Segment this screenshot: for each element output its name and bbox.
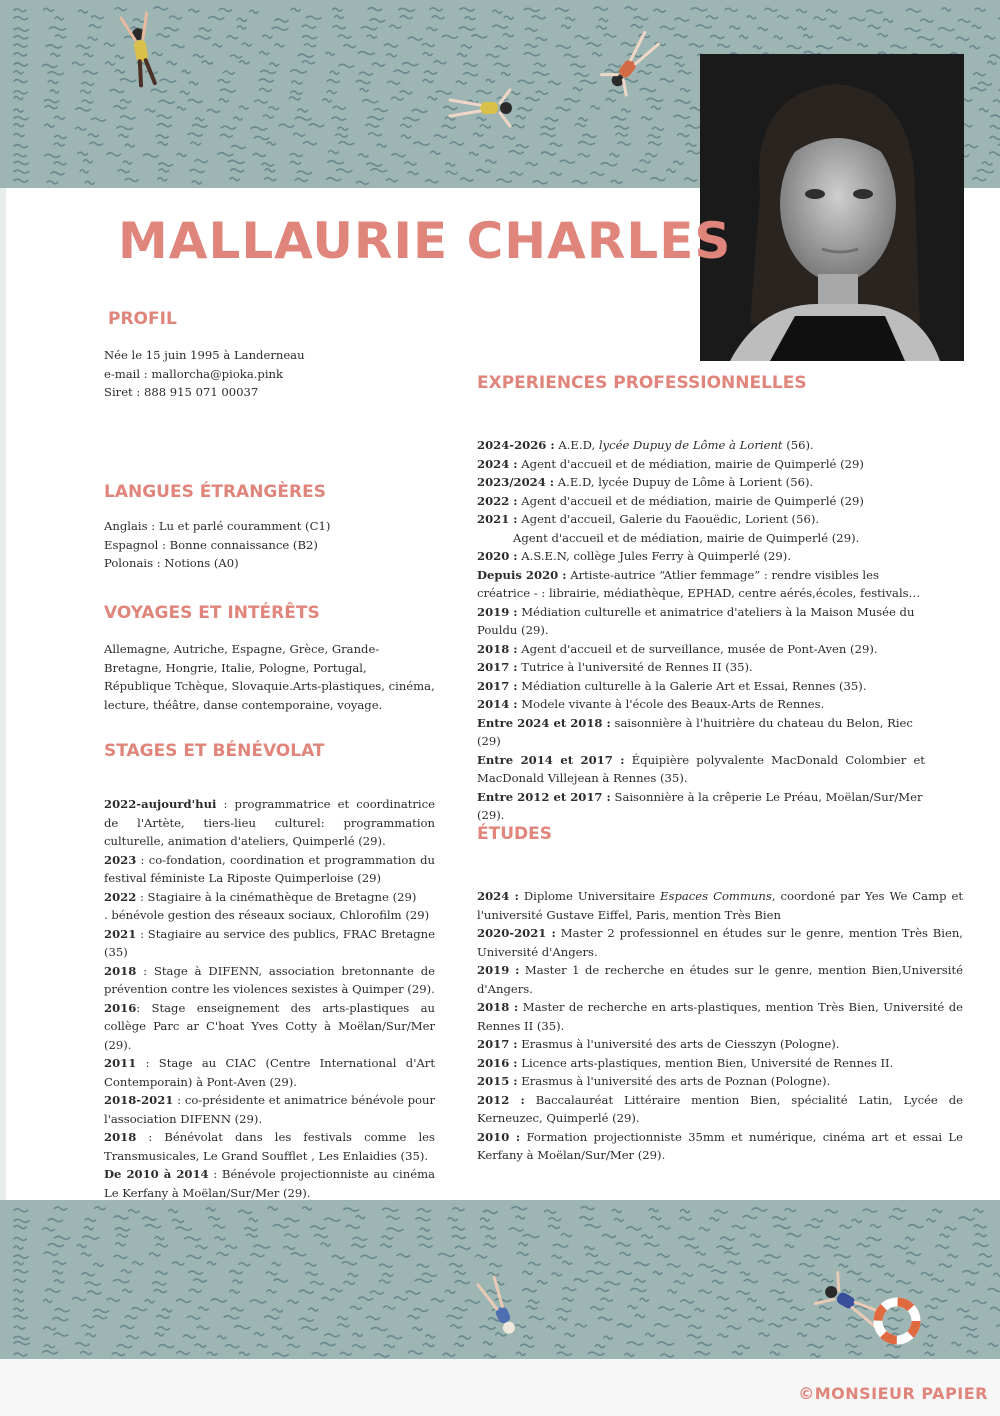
experience-item-text: Tutrice à l'université de Rennes II (35). bbox=[517, 660, 753, 674]
experience-item-label: 2017 : bbox=[477, 660, 518, 674]
profil-siret: Siret : 888 915 071 00037 bbox=[104, 385, 259, 399]
etudes-list bbox=[477, 887, 963, 1165]
stage-item-text: : Stage à DIFENN, association bretonnante de prévention contre les violences sexistes à Quimper (29). bbox=[104, 963, 435, 996]
experience-item-text: Modele vivante à l'école des Beaux-Arts de Rennes. bbox=[517, 697, 825, 711]
portrait-photo bbox=[700, 54, 964, 361]
experience-item bbox=[477, 510, 925, 529]
experience-item-text: A.S.E.N, collège Jules Ferry à Quimperlé (29). bbox=[517, 549, 791, 563]
swimmer-figure bbox=[602, 29, 665, 96]
section-heading-profil: PROFIL bbox=[108, 309, 177, 329]
stage-item-text: : Stage enseignement des arts-plastiques au collège Parc ar C'hoat Yves Cotty à Moëlan/Sur/Mer (29). bbox=[104, 1000, 435, 1052]
experience-item-label: 2020 : bbox=[477, 549, 518, 563]
experience-item bbox=[477, 492, 925, 511]
etude-item-text-end: , coordoné par Yes We Camp et l'université Gustave Eiffel, Paris, mention Très Bien bbox=[477, 889, 963, 922]
stage-item bbox=[104, 1165, 435, 1202]
experience-item-text: Agent d'accueil et de médiation, mairie de Quimperlé (29) bbox=[517, 493, 864, 508]
stage-item-text: : Stagiaire au service des publics, FRAC Bretagne (35) bbox=[104, 926, 435, 959]
stage-item bbox=[104, 1054, 435, 1091]
experience-item bbox=[477, 436, 925, 455]
stage-item-text: : co-fondation, coordination et programmation du festival féministe La Riposte Quimperloise (29) bbox=[104, 852, 435, 885]
experience-item-label: Depuis 2020 : bbox=[477, 567, 567, 582]
experience-item bbox=[477, 677, 925, 696]
experience-item-label: Entre 2024 et 2018 : bbox=[477, 715, 611, 730]
stage-item bbox=[104, 851, 435, 888]
section-heading-langues: LANGUES ÉTRANGÈRES bbox=[104, 482, 326, 502]
experience-item-text: saisonnière à l'huitrière du chateau du Belon, Riec (29) bbox=[477, 715, 913, 748]
stage-item-label: 2021 bbox=[104, 926, 137, 941]
stage-item-text: : Stagiaire à la cinémathèque de Bretagne (29) bbox=[136, 889, 417, 904]
stage-item bbox=[104, 1128, 435, 1165]
etude-item-label: 2024 : bbox=[477, 889, 519, 903]
experience-item-label: Entre 2014 et 2017 : bbox=[477, 752, 625, 767]
experience-item-text: Saisonnière à la crêperie Le Préau, Moëlan/Sur/Mer (29). bbox=[477, 789, 923, 822]
profil-block bbox=[104, 346, 444, 402]
etude-item-text: Master 2 professionnel en études sur le genre, mention Très Bien, Université d'Angers. bbox=[477, 926, 963, 959]
bottom-water-banner bbox=[0, 1200, 1000, 1359]
etude-item bbox=[477, 1091, 963, 1128]
experience-item bbox=[477, 566, 925, 603]
experience-item-label: 2017 : bbox=[477, 678, 518, 693]
etude-item-text: Licence arts-plastiques, mention Bien, Université de Rennes II. bbox=[517, 1055, 894, 1070]
experience-item-italic: lycée Dupuy de Lôme à Lorient bbox=[598, 438, 783, 452]
portrait-illustration bbox=[700, 54, 964, 361]
stage-item-text: : Bénévolat dans les festivals comme les Transmusicales, Le Grand Soufflet , Les Enlaidies (35). bbox=[104, 1130, 435, 1163]
etude-item-text: Erasmus à l'université des arts de Poznan (Pologne). bbox=[517, 1074, 831, 1088]
experience-item bbox=[477, 547, 925, 566]
etude-item-label: 2020-2021 : bbox=[477, 926, 556, 940]
voyages-text bbox=[104, 640, 436, 714]
etude-item-text: Formation projectionniste 35mm et numérique, cinéma art et essai Le Kerfany à Moëlan/Sur/Mer (29). bbox=[477, 1129, 963, 1162]
experience-item-text: Agent d'accueil et de médiation, mairie de Quimperlé (29) bbox=[517, 456, 864, 471]
etude-item-text: Master 1 de recherche en études sur le genre, mention Bien,Université d'Angers. bbox=[477, 963, 963, 996]
experience-item bbox=[477, 473, 925, 492]
etude-item bbox=[477, 1072, 963, 1091]
experience-item-label: Entre 2012 et 2017 : bbox=[477, 789, 611, 804]
etude-item-label: 2018 : bbox=[477, 1000, 519, 1014]
experience-item-text: Équipière polyvalente MacDonald Colombier et MacDonald Villejean à Rennes (35). bbox=[477, 752, 925, 785]
etude-item bbox=[477, 961, 963, 998]
stage-item-label: 2022-aujourd'hui bbox=[104, 797, 217, 811]
etude-item bbox=[477, 1035, 963, 1054]
experience-item-text: A.E.D, lycée Dupuy de Lôme à Lorient (56). bbox=[554, 475, 814, 489]
experience-item bbox=[477, 603, 925, 640]
experience-item-label: 2021 : bbox=[477, 512, 518, 526]
langue-item: Anglais : Lu et parlé couramment (C1) bbox=[104, 519, 331, 533]
page-edge bbox=[0, 188, 6, 1200]
section-heading-etudes: ÉTUDES bbox=[477, 824, 552, 844]
experience-item-text: Agent d'accueil, Galerie du Faouëdic, Lorient (56). bbox=[517, 512, 820, 526]
candidate-name: MALLAURIE CHARLES bbox=[118, 212, 732, 270]
experience-item-label: 2023/2024 : bbox=[477, 475, 555, 489]
water-swimmers-illustration bbox=[0, 1200, 1000, 1359]
etude-item-label: 2016 : bbox=[477, 1055, 518, 1070]
etude-item-label: 2010 : bbox=[477, 1129, 521, 1144]
profil-birth: Née le 15 juin 1995 à Landerneau bbox=[104, 348, 305, 362]
experiences-list bbox=[477, 436, 925, 825]
langue-item: Polonais : Notions (A0) bbox=[104, 556, 239, 570]
experience-item-text: A.E.D, bbox=[554, 438, 599, 452]
etude-item bbox=[477, 1054, 963, 1073]
etude-item-text: Diplome Universitaire bbox=[518, 889, 661, 903]
experience-item-label: 2024 : bbox=[477, 456, 518, 471]
experience-item-label: 2022 : bbox=[477, 493, 518, 508]
section-heading-experiences: EXPERIENCES PROFESSIONNELLES bbox=[477, 373, 807, 393]
stage-item-label: 2016 bbox=[104, 1000, 137, 1015]
stage-item-label: 2023 bbox=[104, 852, 137, 867]
stage-item bbox=[104, 795, 435, 851]
swimmer-figure bbox=[478, 1277, 519, 1337]
stage-item-label: 2011 bbox=[104, 1056, 137, 1070]
experience-item-label: 2024-2026 : bbox=[477, 438, 555, 452]
stages-list bbox=[104, 795, 435, 1202]
stage-item bbox=[104, 962, 435, 999]
experience-item bbox=[477, 529, 925, 548]
experience-item-label: 2014 : bbox=[477, 697, 518, 711]
experience-item bbox=[477, 658, 925, 677]
stage-item-text: : Bénévole projectionniste au cinéma Le Kerfany à Moëlan/Sur/Mer (29). bbox=[104, 1167, 435, 1200]
experience-item bbox=[477, 751, 925, 788]
etude-item-text: Baccalauréat Littéraire mention Bien, spécialité Latin, Lycée de Kerneuzec, Quimperlé (29). bbox=[477, 1092, 963, 1125]
langue-item: Espagnol : Bonne connaissance (B2) bbox=[104, 537, 318, 552]
etude-item-label: 2019 : bbox=[477, 963, 520, 977]
stage-item bbox=[104, 888, 435, 907]
experience-item-text: Médiation culturelle à la Galerie Art et Essai, Rennes (35). bbox=[517, 678, 867, 693]
stage-item bbox=[104, 906, 435, 925]
etude-item bbox=[477, 998, 963, 1035]
experience-item bbox=[477, 695, 925, 714]
experience-item-text: Médiation culturelle et animatrice d'ateliers à la Maison Musée du Pouldu (29). bbox=[477, 604, 915, 637]
stage-item-label: 2018-2021 bbox=[104, 1093, 174, 1107]
experience-item-label: 2018 : bbox=[477, 641, 518, 656]
stage-item-text: . bénévole gestion des réseaux sociaux, Chlorofilm (29) bbox=[104, 908, 430, 922]
experience-item bbox=[477, 788, 925, 825]
stage-item-label: De 2010 à 2014 bbox=[104, 1167, 209, 1181]
stage-item-label: 2022 bbox=[104, 889, 137, 904]
etude-item-italic: Espaces Communs bbox=[660, 889, 772, 903]
etude-item bbox=[477, 1128, 963, 1165]
etude-item bbox=[477, 924, 963, 961]
etude-item-text: Master de recherche en arts-plastiques, mention Très Bien, Université de Rennes II (35). bbox=[477, 1000, 963, 1033]
etude-item-label: 2015 : bbox=[477, 1074, 518, 1088]
etude-item-label: 2012 : bbox=[477, 1092, 525, 1107]
credit-text: ©MONSIEUR PAPIER bbox=[798, 1384, 988, 1403]
experience-item-text: Agent d'accueil et de médiation, mairie de Quimperlé (29). bbox=[513, 530, 860, 545]
experience-item-text: Artiste-autrice “Atlier femmage” : rendre visibles les créatrice - : librairie, médiathèque, EPHAD, centre aérés,écoles, festivals… bbox=[477, 567, 921, 600]
voyages-paragraph: Allemagne, Autriche, Espagne, Grèce, Grande-Bretagne, Hongrie, Italie, Pologne, Portugal, République Tchèque, Slovaquie.Arts-plastiques, cinéma, lecture, théâtre, danse contemporaine, voyage. bbox=[104, 642, 435, 712]
experience-item-text: Agent d'accueil et de surveillance, musée de Pont-Aven (29). bbox=[517, 641, 878, 656]
langues-list bbox=[104, 517, 444, 573]
stage-item bbox=[104, 1091, 435, 1128]
etude-item bbox=[477, 887, 963, 924]
experience-item bbox=[477, 714, 925, 751]
stage-item bbox=[104, 999, 435, 1055]
experience-item-label: 2019 : bbox=[477, 604, 518, 619]
experience-item-text-end: (56). bbox=[782, 438, 814, 452]
profil-email: e-mail : mallorcha@pioka.pink bbox=[104, 366, 284, 381]
experience-item bbox=[477, 455, 925, 474]
experience-item bbox=[477, 640, 925, 659]
etude-item-label: 2017 : bbox=[477, 1037, 518, 1051]
etude-item-text: Erasmus à l'université des arts de Ciesszyn (Pologne). bbox=[517, 1037, 840, 1051]
swimmer-figure bbox=[121, 13, 159, 86]
stage-item bbox=[104, 925, 435, 962]
stage-item-label: 2018 bbox=[104, 963, 137, 978]
section-heading-voyages: VOYAGES ET INTÉRÊTS bbox=[104, 603, 320, 623]
stage-item-text: : Stage au CIAC (Centre International d'Art Contemporain) à Pont-Aven (29). bbox=[104, 1056, 435, 1089]
swimmer-figure bbox=[450, 90, 512, 126]
stage-item-text: : co-présidente et animatrice bénévole pour l'association DIFENN (29). bbox=[104, 1093, 435, 1126]
stage-item-text: : programmatrice et coordinatrice de l'Artète, tiers-lieu culturel: programmation culturelle, animation d'ateliers, Quimperlé (29). bbox=[104, 797, 435, 848]
stage-item-label: 2018 bbox=[104, 1130, 137, 1144]
section-heading-stages: STAGES ET BÉNÉVOLAT bbox=[104, 741, 325, 761]
